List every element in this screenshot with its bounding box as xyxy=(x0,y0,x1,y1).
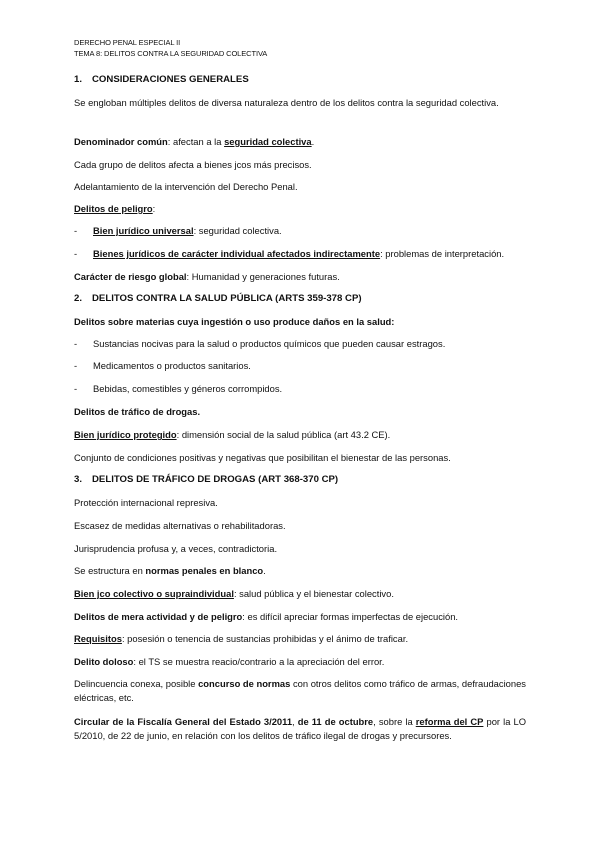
term-value: normas penales en blanco xyxy=(145,565,264,576)
paragraph-delitos-peligro: Delitos de peligro: xyxy=(74,203,156,214)
section-1-heading xyxy=(74,74,249,85)
section-title: CONSIDERACIONES GENERALES xyxy=(92,74,249,85)
section-title: DELITOS DE TRÁFICO DE DROGAS (ART 368-370 CP) xyxy=(92,474,339,485)
paragraph-trafico: Delitos de tráfico de drogas. xyxy=(74,406,201,417)
term-label: Denominador común xyxy=(74,136,168,147)
section-2-heading xyxy=(74,293,362,304)
term-value: reforma del CP xyxy=(415,716,484,727)
paragraph-escasez: Escasez de medidas alternativas o rehabilitadoras. xyxy=(74,520,286,531)
term-value: seguridad colectiva xyxy=(224,136,312,147)
term-label: Delitos de peligro xyxy=(74,203,153,214)
list-item: - Bienes jurídicos de carácter individual afectados indirectamente: problemas de interpretación. xyxy=(74,248,505,259)
term-value: concurso de normas xyxy=(198,678,291,689)
list-item: - Medicamentos o productos sanitarios. xyxy=(74,360,251,371)
term-value: de 11 de octubre xyxy=(297,716,374,727)
term-label: Delito doloso xyxy=(74,656,134,667)
paragraph-intro: Se engloban múltiples delitos de diversa naturaleza dentro de los delitos contra la seguridad colectiva. xyxy=(74,97,499,108)
paragraph-proteccion: Protección internacional represiva. xyxy=(74,497,218,508)
paragraph-delito-doloso: Delito doloso: el TS se muestra reacio/contrario a la apreciación del error. xyxy=(74,656,385,667)
list-item: - Sustancias nocivas para la salud o productos químicos que pueden causar estragos. xyxy=(74,338,446,349)
paragraph-denominador: Denominador común: afectan a la seguridad colectiva. xyxy=(74,136,315,147)
header-topic: TEMA 8: DELITOS CONTRA LA SEGURIDAD COLECTIVA xyxy=(74,49,268,58)
paragraph-cada-grupo: Cada grupo de delitos afecta a bienes jcos más precisos. xyxy=(74,159,312,170)
paragraph-estructura: Se estructura en normas penales en blanco. xyxy=(74,565,266,576)
list-item: - Bien jurídico universal: seguridad colectiva. xyxy=(74,225,282,236)
term-label: Bien jco colectivo o supraindividual xyxy=(74,588,234,599)
paragraph-materias: Delitos sobre materias cuya ingestión o uso produce daños en la salud: xyxy=(74,316,395,327)
term-label: Carácter de riesgo global xyxy=(74,271,187,282)
section-3-heading xyxy=(74,474,338,485)
paragraph-delincuencia-conexa: Delincuencia conexa, posible concurso de normas con otros delitos como tráfico de armas, defraudaciones eléctricas, etc. xyxy=(74,678,526,703)
paragraph-riesgo-global: Carácter de riesgo global: Humanidad y generaciones futuras. xyxy=(74,271,340,282)
list-item: - Bebidas, comestibles y géneros corrompidos. xyxy=(74,383,283,394)
paragraph-jurisprudencia: Jurisprudencia profusa y, a veces, contradictoria. xyxy=(74,543,278,554)
term-label: Bienes jurídicos de carácter individual afectados indirectamente xyxy=(93,248,381,259)
section-number: 2. xyxy=(74,293,83,304)
term-label: Bien jurídico protegido xyxy=(74,429,177,440)
section-number: 3. xyxy=(74,474,83,485)
section-number: 1. xyxy=(74,74,83,85)
paragraph-bien-jco-colectivo: Bien jco colectivo o supraindividual: salud pública y el bienestar colectivo. xyxy=(74,588,394,599)
term-label: Bien jurídico universal xyxy=(93,225,194,236)
paragraph-adelantamiento: Adelantamiento de la intervención del Derecho Penal. xyxy=(74,181,298,192)
term-label: Requisitos xyxy=(74,633,122,644)
paragraph-bien-juridico: Bien jurídico protegido: dimensión social de la salud pública (art 43.2 CE). xyxy=(74,429,391,440)
paragraph-mera-actividad: Delitos de mera actividad y de peligro: es difícil apreciar formas imperfectas de ejecución. xyxy=(74,611,459,622)
term-value: Circular de la Fiscalía General del Estado 3/2011 xyxy=(74,716,293,727)
term-label: Delitos de mera actividad y de peligro xyxy=(74,611,243,622)
paragraph-requisitos: Requisitos: posesión o tenencia de sustancias prohibidas y el ánimo de traficar. xyxy=(74,633,409,644)
section-title: DELITOS CONTRA LA SALUD PÚBLICA (ARTS 359-378 CP) xyxy=(92,293,362,304)
paragraph-circular: Circular de la Fiscalía General del Estado 3/2011, de 11 de octubre, sobre la reforma del CP por la LO 5/2010, de 22 de junio, en relación con los delitos de tráfico ilegal de drogas y precursores. xyxy=(74,716,527,741)
paragraph-conjunto: Conjunto de condiciones positivas y negativas que posibilitan el bienestar de las personas. xyxy=(74,452,451,463)
header-course: DERECHO PENAL ESPECIAL II xyxy=(74,38,181,47)
